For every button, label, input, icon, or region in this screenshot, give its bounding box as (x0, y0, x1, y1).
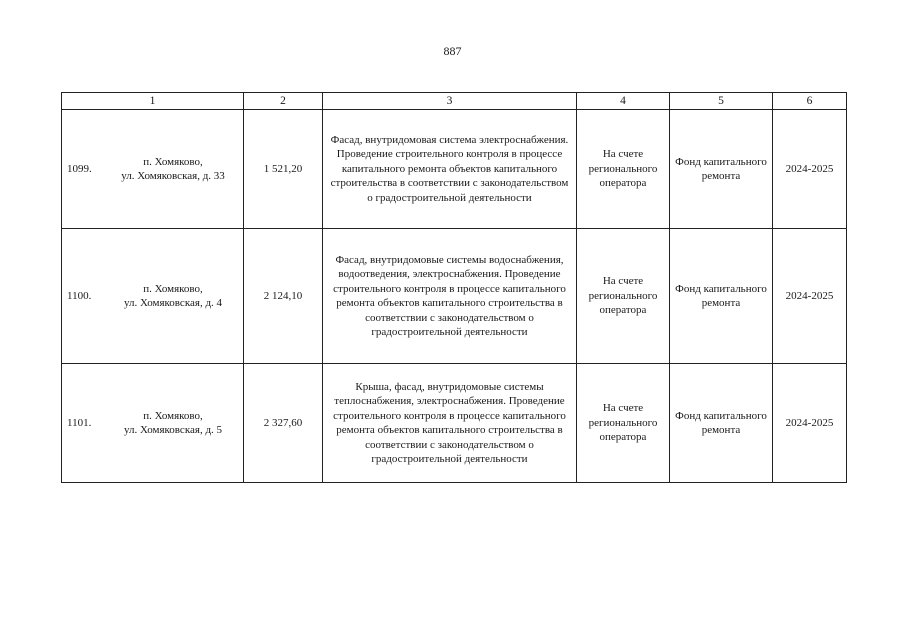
table-row (62, 110, 847, 229)
area-cell: 2 327,60 (244, 364, 323, 483)
funding-source: На счете регионального оператора (577, 110, 670, 229)
works-description: Фасад, внутридомовые системы водоснабжения, водоотведения, электроснабжения. Проведение строительного контроля в процессе капитального ремонта объектов капитального строительства в соответствии с законодательством о градостроительной деятельности (323, 229, 577, 364)
area-cell: 1 521,20 (244, 110, 323, 229)
row-number: 1101. (67, 416, 92, 429)
fund-name: Фонд капитального ремонта (670, 364, 773, 483)
address-line: ул. Хомяковская, д. 33 (121, 170, 225, 182)
fund-name: Фонд капитального ремонта (670, 110, 773, 229)
address-line: п. Хомяково, (143, 409, 203, 422)
term: 2024-2025 (773, 364, 847, 483)
works-description: Фасад, внутридомовая система электроснабжения. Проведение строительного контроля в процессе капитального ремонта объектов капитального строительства в соответствии с законодательством о градостроительной деятельности (323, 110, 577, 229)
address-line: ул. Хомяковская, д. 5 (123, 424, 223, 436)
fund-name: Фонд капитального ремонта (670, 229, 773, 364)
column-header: 6 (773, 93, 847, 110)
address-cell (62, 364, 244, 483)
column-header: 5 (670, 93, 773, 110)
address-cell (62, 110, 244, 229)
row-number: 1099. (67, 162, 92, 175)
term: 2024-2025 (773, 110, 847, 229)
column-header: 3 (323, 93, 577, 110)
address-line: ул. Хомяковская, д. 4 (123, 297, 223, 309)
address (111, 155, 243, 184)
page-number: 887 (443, 44, 462, 58)
column-header: 1 (62, 93, 244, 110)
funding-source: На счете регионального оператора (577, 364, 670, 483)
address-cell (62, 229, 244, 364)
repair-works-table (61, 92, 847, 483)
works-description: Крыша, фасад, внутридомовые системы теплоснабжения, электроснабжения. Проведение строительного контроля в процессе капитального ремонта объектов капитального строительства в соответствии с законодательством о градостроительной деятельности (323, 364, 577, 483)
row-number: 1100. (67, 289, 92, 302)
term: 2024-2025 (773, 229, 847, 364)
funding-source: На счете регионального оператора (577, 229, 670, 364)
address (111, 282, 243, 311)
area-cell: 2 124,10 (244, 229, 323, 364)
table-row (62, 364, 847, 483)
column-header: 4 (577, 93, 670, 110)
address-line: п. Хомяково, (143, 282, 203, 295)
table-header-row (62, 93, 847, 110)
column-header: 2 (244, 93, 323, 110)
address (111, 409, 243, 438)
table-row (62, 229, 847, 364)
address-line: п. Хомяково, (143, 155, 203, 168)
